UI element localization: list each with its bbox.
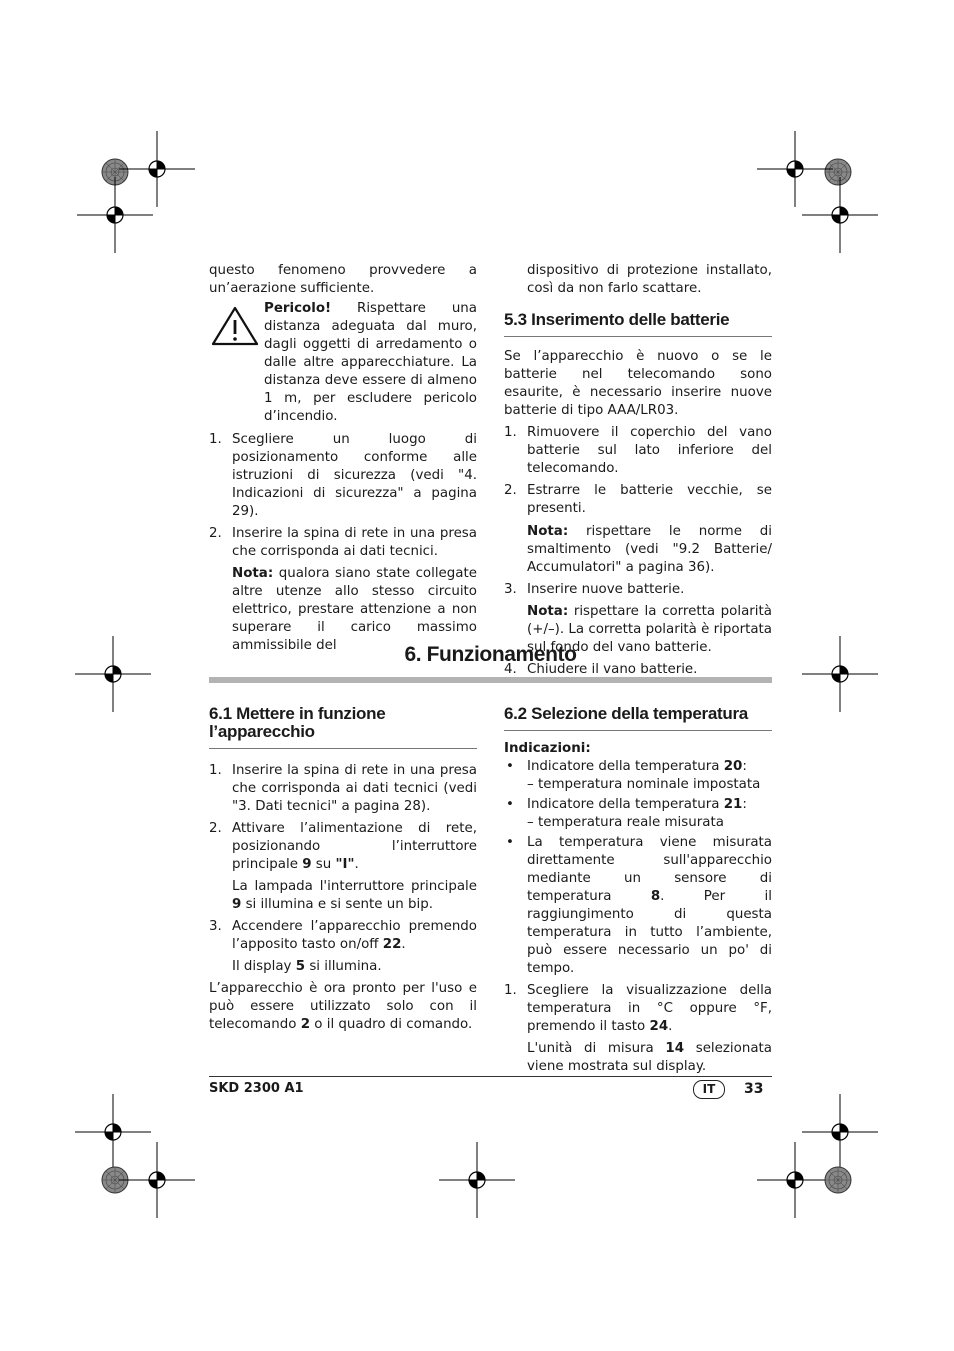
step-text: Attivare l’alimentazione di rete, posizionando l’interruttore principale [232,821,477,872]
ref-number: 22 [382,937,402,952]
bullet-icon: • [506,835,514,850]
note-text: si illumina e si sente un bip. [241,897,434,912]
page-number: 33 [744,1081,764,1097]
list-item [504,581,772,599]
note-text: rispettare la corretta polarità (+/–). La corretta polarità è riportata sul fondo del vano batterie. [527,604,772,655]
step-text: Scegliere un luogo di posizionamento conforme alle istruzioni di sicurezza (vedi "4. Indicazioni di sicurezza" a pagina 29). [232,432,477,519]
footer-divider [209,1076,772,1077]
step-text: Inserire la spina di rete in una presa che corrisponda ai dati tecnici. [232,526,477,559]
list-item [504,796,772,832]
step-text: Accendere l’apparecchio premendo l’apposito tasto on/off [232,919,477,952]
list-item [504,834,772,978]
ref-number: 24 [649,1019,669,1034]
warning-label: Pericolo! [264,301,332,316]
step-text: . [668,1019,673,1034]
step-text: su [311,857,336,872]
outro-text: L’apparecchio è ora pronto per l'uso e può essere utilizzato solo con il telecomando [209,981,477,1032]
outro-paragraph [209,980,477,1034]
note-paragraph [504,523,772,577]
bullet-subtext: – temperatura nominale impostata [527,777,761,792]
step-number: 3. [504,582,517,597]
ref-number: 5 [295,959,306,974]
note-label: Nota: [232,566,274,581]
ref-number: 8 [650,889,661,904]
step-text: Chiudere il vano batterie. [527,662,698,677]
note-text: selezionata viene mostrata sul display. [527,1041,772,1074]
ref-number: 14 [665,1041,685,1056]
note-paragraph [209,565,477,655]
note-paragraph [209,958,477,976]
note-label: Nota: [527,524,569,539]
continued-paragraph: dispositivo di protezione installato, così da non farlo scattare. [527,263,772,296]
step-text: Inserire la spina di rete in una presa che corrisponda ai dati tecnici (vedi "3. Dati tecnici" a pagina 28). [232,763,477,814]
section-6-1 [209,705,477,1034]
bullet-text: Indicatore della temperatura [527,759,724,774]
switch-position: "I" [335,857,355,872]
step-number: 1. [504,983,517,998]
batteries-intro: Se l’apparecchio è nuovo o se le batterie nel telecomando sono esaurite, è necessario inserire nuove batterie di tipo AAA/LR03. [504,349,772,418]
list-item [209,431,477,521]
section-heading-6-2: 6.2 Selezione della temperatura [504,705,772,731]
section-heading-5-3: 5.3 Inserimento delle batterie [504,311,772,337]
list-item [504,424,772,478]
step-number: 2. [504,483,517,498]
step-number: 1. [504,425,517,440]
step-number: 2. [209,526,222,541]
ref-number: 20 [723,759,743,774]
step-number: 3. [209,919,222,934]
note-text: Il display [232,959,296,974]
bullet-icon: • [506,797,514,812]
note-text: L'unità di misura [527,1041,666,1056]
step-text: Scegliere la visualizzazione della temperatura in °C oppure °F, premendo il tasto [527,983,772,1034]
note-paragraph [209,878,477,914]
intro-paragraph: questo fenomeno provvedere a un’aerazione sufficiente. [209,263,477,296]
section-6-2 [504,705,772,1076]
note-text: La lampada l'interruttore principale [232,879,477,894]
note-text: rispettare le norme di smaltimento (vedi "9.2 Batterie/ Accumulatori" a pagina 36). [527,524,772,575]
bullet-icon: • [506,759,514,774]
list-item [504,482,772,518]
step-number: 4. [504,662,517,677]
step-text: Inserire nuove batterie. [527,582,685,597]
bullet-text: . Per il raggiungimento di questa temperatura in tutto l’ambiente, può essere necessario un po' di tempo. [527,889,772,976]
section-heading-6-1: 6.1 Mettere in funzione l’apparecchio [209,705,477,749]
note-text: si illumina. [305,959,382,974]
left-column-top [209,262,477,655]
step-number: 1. [209,432,222,447]
note-text: qualora siano state collegate altre utenze allo stesso circuito elettrico, prestare attenzione a non superare il carico massimo ammissibile del [232,566,477,653]
footer-model: SKD 2300 A1 [209,1081,304,1096]
bullet-subtext: – temperatura reale misurata [527,815,724,830]
note-paragraph [504,1040,772,1076]
step-number: 1. [209,763,222,778]
note-label: Nota: [527,604,569,619]
indications-label: Indicazioni: [504,741,591,756]
step-text: Estrarre le batterie vecchie, se presenti. [527,483,772,516]
outro-text: o il quadro di comando. [310,1017,473,1032]
list-item [209,525,477,561]
ref-number: 9 [232,897,242,912]
warning-block [209,300,477,426]
list-item [209,918,477,954]
list-item [209,762,477,816]
list-item [504,758,772,794]
ref-number: 9 [302,857,312,872]
right-column-top [504,262,772,679]
step-text: . [401,937,406,952]
ref-number: 21 [723,797,743,812]
step-text: . [354,857,359,872]
bullet-text: La temperatura viene misurata direttamente sull'apparecchio mediante un sensore di temperatura [527,835,772,904]
bullet-text: : [742,797,747,812]
chapter-title: 6. Funzionamento [404,643,577,666]
ref-number: 2 [300,1017,311,1032]
step-number: 2. [209,821,222,836]
bullet-text: Indicatore della temperatura [527,797,724,812]
language-badge: IT [693,1080,725,1099]
list-item [504,982,772,1036]
warning-text: Rispettare una distanza adeguata dal muro, dagli oggetti di arredamento o dalle altre apparecchiature. La distanza deve essere di almeno 1 m, per escludere pericolo d’incendio. [264,301,477,424]
chapter-divider [209,677,772,683]
bullet-text: : [742,759,747,774]
warning-triangle-icon [210,305,260,347]
step-text: Rimuovere il coperchio del vano batterie sul lato inferiore del telecomando. [527,425,772,476]
list-item [209,820,477,874]
